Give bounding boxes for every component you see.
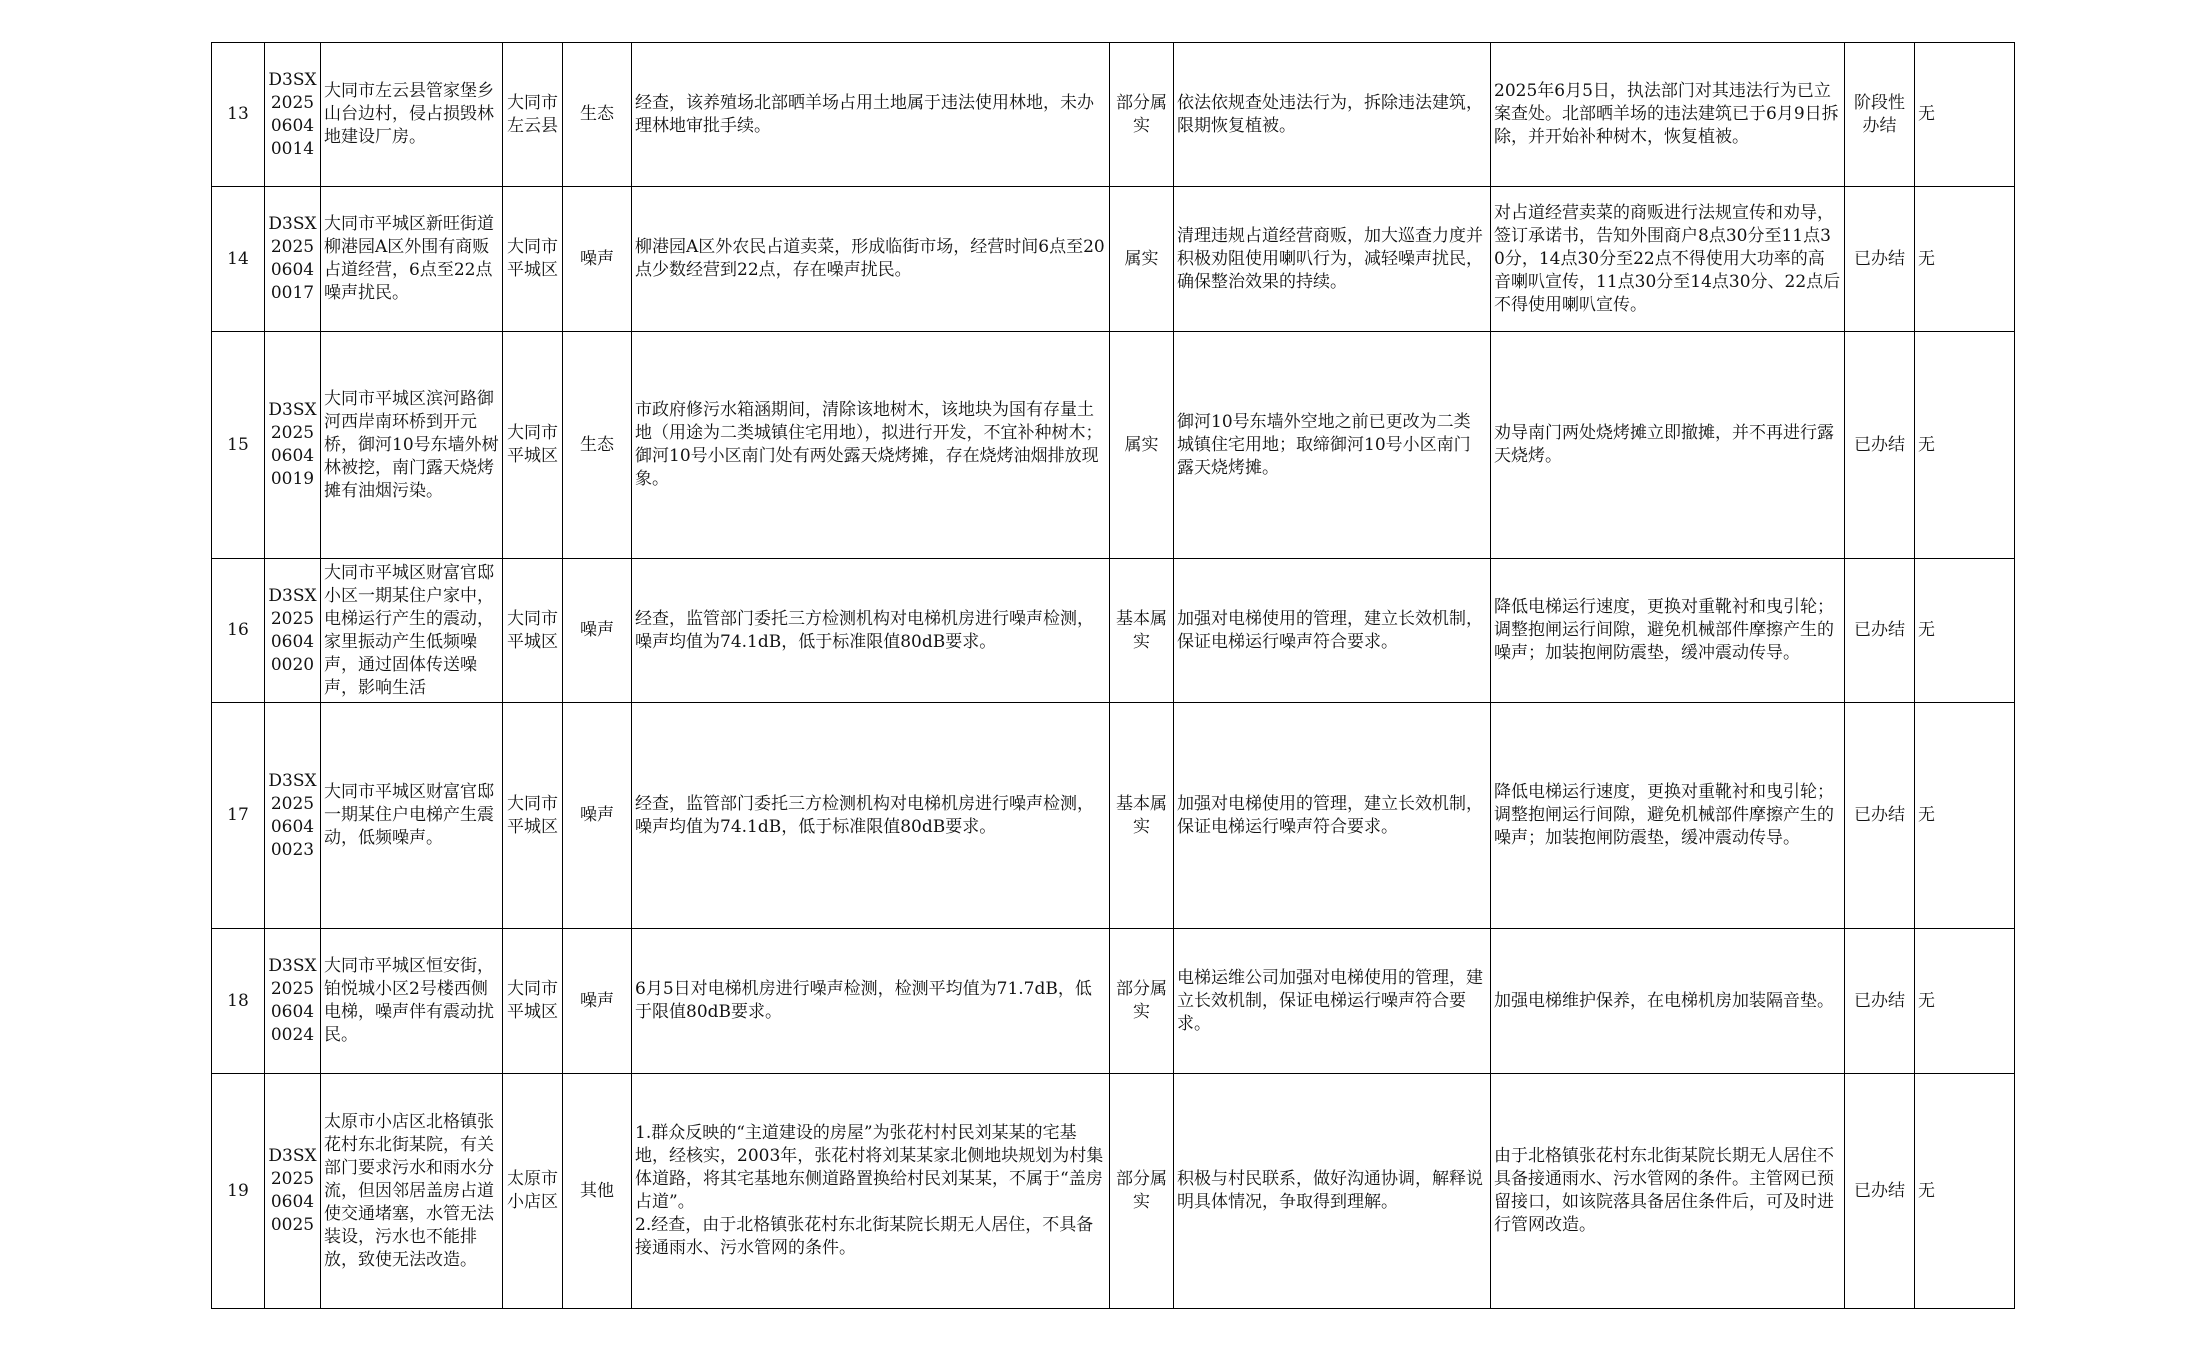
pollution-type: 噪声 [563,187,632,332]
administrative-area: 大同市平城区 [503,332,563,559]
complaint-issue: 太原市小店区北格镇张花村东北街某院，有关部门要求污水和雨水分流，但因邻居盖房占道使交通堵塞，水管无法装设，污水也不能排放，致使无法改造。 [321,1074,503,1309]
verdict: 部分属实 [1110,929,1174,1074]
table-row [212,1074,2015,1309]
complaint-issue: 大同市平城区新旺街道柳港园A区外围有商贩占道经营，6点至22点噪声扰民。 [321,187,503,332]
completion-status: 已办结 [1845,929,1915,1074]
accountability: 无 [1915,332,2015,559]
pollution-type: 噪声 [563,929,632,1074]
complaint-issue: 大同市平城区恒安街，铂悦城小区2号楼西侧电梯，噪声伴有震动扰民。 [321,929,503,1074]
complaint-issue: 大同市平城区滨河路御河西岸南环桥到开元桥，御河10号东墙外树林被挖，南门露天烧烤摊有油烟污染。 [321,332,503,559]
administrative-area: 大同市平城区 [503,703,563,929]
verdict: 基本属实 [1110,703,1174,929]
administrative-area: 太原市小店区 [503,1074,563,1309]
verdict: 部分属实 [1110,1074,1174,1309]
complaint-code: D3SX202506040017 [265,187,321,332]
complaint-code: D3SX202506040019 [265,332,321,559]
verdict: 属实 [1110,187,1174,332]
table-row [212,703,2015,929]
completion-status: 已办结 [1845,1074,1915,1309]
table-row [212,332,2015,559]
investigation-findings: 6月5日对电梯机房进行噪声检测，检测平均值为71.7dB，低于限值80dB要求。 [632,929,1110,1074]
handling-measures: 清理违规占道经营商贩，加大巡查力度并积极劝阻使用喇叭行为，减轻噪声扰民，确保整治效果的持续。 [1174,187,1491,332]
complaint-code: D3SX202506040014 [265,43,321,187]
verdict: 基本属实 [1110,559,1174,703]
complaint-code: D3SX202506040020 [265,559,321,703]
handling-measures: 加强对电梯使用的管理，建立长效机制，保证电梯运行噪声符合要求。 [1174,559,1491,703]
table-row [212,929,2015,1074]
accountability: 无 [1915,703,2015,929]
handling-measures: 电梯运维公司加强对电梯使用的管理，建立长效机制，保证电梯运行噪声符合要求。 [1174,929,1491,1074]
row-number: 13 [212,43,265,187]
row-number: 15 [212,332,265,559]
administrative-area: 大同市平城区 [503,187,563,332]
table-row [212,559,2015,703]
completion-status: 阶段性办结 [1845,43,1915,187]
verdict: 属实 [1110,332,1174,559]
complaint-code: D3SX202506040025 [265,1074,321,1309]
row-number: 17 [212,703,265,929]
handling-measures: 积极与村民联系，做好沟通协调，解释说明具体情况，争取得到理解。 [1174,1074,1491,1309]
rectification-progress: 由于北格镇张花村东北街某院长期无人居住不具备接通雨水、污水管网的条件。主管网已预留接口，如该院落具备居住条件后，可及时进行管网改造。 [1491,1074,1845,1309]
row-number: 19 [212,1074,265,1309]
handling-measures: 依法依规查处违法行为，拆除违法建筑，限期恢复植被。 [1174,43,1491,187]
verdict: 部分属实 [1110,43,1174,187]
row-number: 14 [212,187,265,332]
rectification-progress: 劝导南门两处烧烤摊立即撤摊，并不再进行露天烧烤。 [1491,332,1845,559]
investigation-findings: 1.群众反映的“主道建设的房屋”为张花村村民刘某某的宅基地，经核实，2003年，张花村将刘某某家北侧地块规划为村集体道路，将其宅基地东侧道路置换给村民刘某某，不属于“盖房占道”。 2.经查，由于北格镇张花村东北街某院长期无人居住，不具备接通雨水、污水管网的条件。 [632,1074,1110,1309]
complaint-table [211,42,2015,1309]
complaint-issue: 大同市左云县管家堡乡山台边村，侵占损毁林地建设厂房。 [321,43,503,187]
completion-status: 已办结 [1845,559,1915,703]
investigation-findings: 柳港园A区外农民占道卖菜，形成临街市场，经营时间6点至20点少数经营到22点，存在噪声扰民。 [632,187,1110,332]
rectification-progress: 2025年6月5日，执法部门对其违法行为已立案查处。北部晒羊场的违法建筑已于6月9日拆除，并开始补种树木，恢复植被。 [1491,43,1845,187]
administrative-area: 大同市左云县 [503,43,563,187]
complaint-code: D3SX202506040023 [265,703,321,929]
investigation-findings: 市政府修污水箱涵期间，清除该地树木，该地块为国有存量土地（用途为二类城镇住宅用地），拟进行开发，不宜补种树木；御河10号小区南门处有两处露天烧烤摊，存在烧烤油烟排放现象。 [632,332,1110,559]
administrative-area: 大同市平城区 [503,929,563,1074]
completion-status: 已办结 [1845,187,1915,332]
pollution-type: 生态 [563,332,632,559]
pollution-type: 噪声 [563,559,632,703]
investigation-findings: 经查，该养殖场北部晒羊场占用土地属于违法使用林地，未办理林地审批手续。 [632,43,1110,187]
table-row [212,43,2015,187]
complaint-issue: 大同市平城区财富官邸一期某住户电梯产生震动，低频噪声。 [321,703,503,929]
complaint-code: D3SX202506040024 [265,929,321,1074]
row-number: 16 [212,559,265,703]
pollution-type: 其他 [563,1074,632,1309]
completion-status: 已办结 [1845,332,1915,559]
rectification-progress: 降低电梯运行速度，更换对重靴衬和曳引轮；调整抱闸运行间隙，避免机械部件摩擦产生的噪声；加装抱闸防震垫，缓冲震动传导。 [1491,703,1845,929]
administrative-area: 大同市平城区 [503,559,563,703]
investigation-findings: 经查，监管部门委托三方检测机构对电梯机房进行噪声检测，噪声均值为74.1dB，低于标准限值80dB要求。 [632,703,1110,929]
completion-status: 已办结 [1845,703,1915,929]
accountability: 无 [1915,929,2015,1074]
handling-measures: 御河10号东墙外空地之前已更改为二类城镇住宅用地；取缔御河10号小区南门露天烧烤摊。 [1174,332,1491,559]
row-number: 18 [212,929,265,1074]
table-row [212,187,2015,332]
pollution-type: 噪声 [563,703,632,929]
complaint-issue: 大同市平城区财富官邸小区一期某住户家中，电梯运行产生的震动，家里振动产生低频噪声，通过固体传送噪声，影响生活 [321,559,503,703]
investigation-findings: 经查，监管部门委托三方检测机构对电梯机房进行噪声检测，噪声均值为74.1dB，低于标准限值80dB要求。 [632,559,1110,703]
accountability: 无 [1915,1074,2015,1309]
accountability: 无 [1915,559,2015,703]
accountability: 无 [1915,187,2015,332]
pollution-type: 生态 [563,43,632,187]
rectification-progress: 对占道经营卖菜的商贩进行法规宣传和劝导，签订承诺书，告知外围商户8点30分至11点30分，14点30分至22点不得使用大功率的高音喇叭宣传，11点30分至14点30分、22点后不得使用喇叭宣传。 [1491,187,1845,332]
accountability: 无 [1915,43,2015,187]
rectification-progress: 降低电梯运行速度，更换对重靴衬和曳引轮；调整抱闸运行间隙，避免机械部件摩擦产生的噪声；加装抱闸防震垫，缓冲震动传导。 [1491,559,1845,703]
rectification-progress: 加强电梯维护保养，在电梯机房加装隔音垫。 [1491,929,1845,1074]
handling-measures: 加强对电梯使用的管理，建立长效机制，保证电梯运行噪声符合要求。 [1174,703,1491,929]
